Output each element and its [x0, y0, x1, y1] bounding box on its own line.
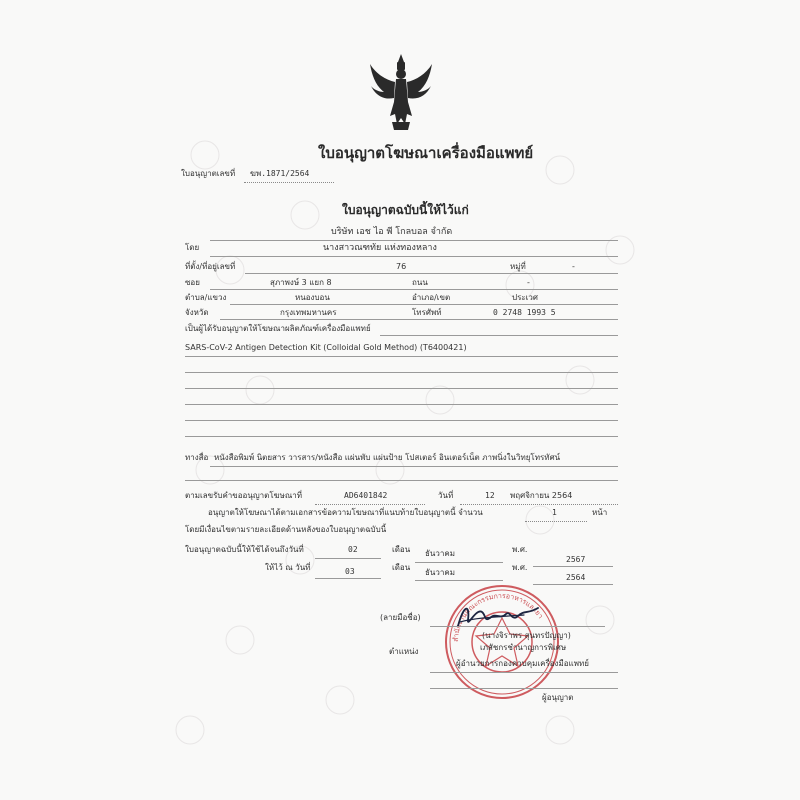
product-label: เป็นผู้ได้รับอนุญาตให้โฆษณาผลิตภัณฑ์เครื่องมือแพทย์ — [185, 324, 371, 333]
issued-month-label: เดือน — [392, 563, 411, 572]
district-value: ประเวศ — [512, 293, 538, 302]
road-label: ถนน — [412, 278, 428, 287]
signer-name: (นางจิราพร สุนทรปัญญา) — [482, 631, 571, 640]
by-label: โดย — [185, 243, 200, 252]
subdistrict-label: ตำบล/แขวง — [185, 293, 227, 302]
address-label: ที่ตั้ง/ที่อยู่เลขที่ — [185, 262, 236, 271]
page-count: 1 — [552, 508, 557, 517]
valid-until-month: ธันวาคม — [425, 549, 455, 558]
licensor-role: ผู้อนุญาต — [542, 693, 574, 702]
issued-label: ให้ไว้ ณ วันที่ — [265, 563, 311, 572]
phone-label: โทรศัพท์ — [412, 308, 442, 317]
issued-day: 03 — [345, 567, 355, 576]
approval-text: อนุญาตให้โฆษณาได้ตามเอกสารข้อความโฆษณาที่แนบท้ายใบอนุญาตนี้ จำนวน — [208, 508, 483, 517]
valid-until-month-label: เดือน — [392, 545, 411, 554]
license-number-label: ใบอนุญาตเลขที่ — [181, 169, 236, 178]
condition-text: โดยมีเงื่อนไขตามรายละเอียดด้านหลังของใบอนุญาตฉบับนี้ — [185, 525, 387, 534]
media-label: ทางสื่อ — [185, 453, 209, 462]
road-value: - — [527, 278, 530, 287]
request-label: ตามเลขรับคำขออนุญาตโฆษณาที่ — [185, 491, 303, 500]
subdistrict-value: หนองบอน — [295, 293, 330, 302]
province-value: กรุงเทพมหานคร — [280, 308, 337, 317]
page-unit: หน้า — [592, 508, 608, 517]
valid-until-year: 2567 — [566, 555, 586, 564]
request-date-label: วันที่ — [438, 491, 454, 500]
issued-year: 2564 — [566, 573, 586, 582]
phone-value: 0 2748 1993 5 — [493, 308, 556, 317]
moo-value: - — [572, 262, 575, 271]
license-number: ฆพ.1871/2564 — [250, 169, 310, 178]
soi-value: สุภาพงษ์ 3 แยก 8 — [270, 278, 332, 287]
position-title: เภสัชกรชำนาญการพิเศษ — [480, 643, 567, 652]
request-number: AD6401842 — [344, 491, 388, 500]
request-date-day: 12 — [485, 491, 495, 500]
representative-name: นางสาวณฑทัย แห่งทองหลาง — [323, 243, 437, 253]
moo-label: หมู่ที่ — [510, 262, 526, 271]
valid-until-label: ใบอนุญาตฉบับนี้ให้ใช้ได้จนถึงวันที่ — [185, 545, 304, 554]
valid-until-year-label: พ.ศ. — [512, 545, 528, 554]
district-label: อำเภอ/เขต — [412, 293, 451, 302]
province-label: จังหวัด — [185, 308, 209, 317]
signature-label: (ลายมือชื่อ) — [380, 613, 421, 622]
issued-year-label: พ.ศ. — [512, 563, 528, 572]
soi-label: ซอย — [185, 278, 200, 287]
position-label: ตำแหน่ง — [389, 647, 419, 656]
document-title: ใบอนุญาตโฆษณาเครื่องมือแพทย์ — [318, 144, 534, 162]
position-department: ผู้อำนวยการกองควบคุมเครื่องมือแพทย์ — [456, 659, 589, 668]
document-subtitle: ใบอนุญาตฉบับนี้ให้ไว้แก่ — [342, 203, 469, 217]
issued-month: ธันวาคม — [425, 568, 455, 577]
seal-text: สำนักงานคณะกรรมการอาหารและยา — [451, 591, 545, 643]
valid-until-day: 02 — [348, 545, 358, 554]
address-number: 76 — [396, 262, 407, 271]
request-date-month-year: พฤศจิกายน 2564 — [510, 491, 573, 500]
media-value: หนังสือพิมพ์ นิตยสาร วารสาร/หนังสือ แผ่นพับ แผ่นป้าย โปสเตอร์ อินเตอร์เน็ต ภาพนิ่งในวิทยุโทรทัศน์ — [214, 453, 561, 462]
product-name: SARS-CoV-2 Antigen Detection Kit (Colloidal Gold Method) (T6400421) — [185, 343, 467, 352]
company-name: บริษัท เอช ไอ พี โกลบอล จำกัด — [331, 227, 453, 237]
handwritten-signature-icon — [454, 600, 542, 632]
garuda-emblem-icon — [368, 52, 434, 132]
